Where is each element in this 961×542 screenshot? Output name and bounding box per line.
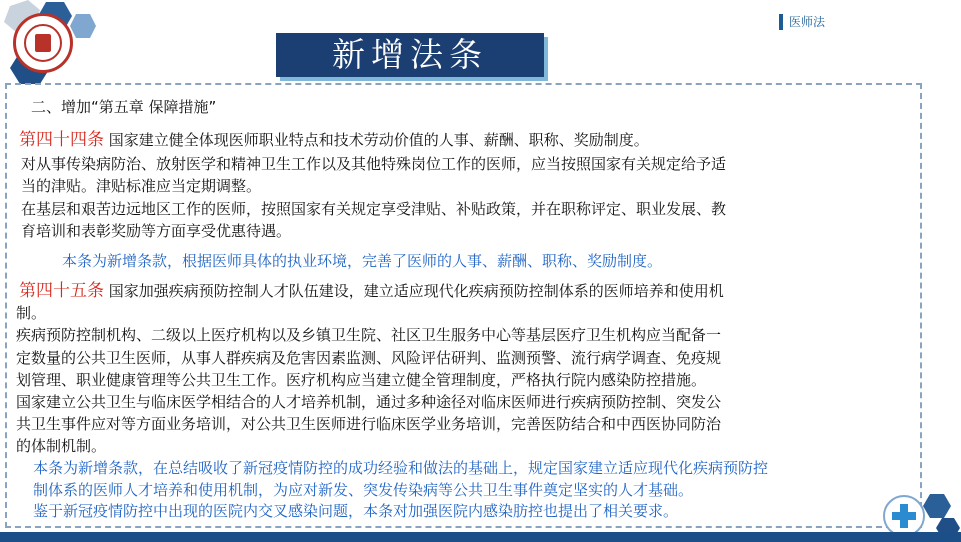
article45-para1-line2: 定数量的公共卫生医师，从事人群疾病及危害因素监测、风险评估研判、监测预警、流行病学调查、免疫规 — [16, 349, 722, 367]
page-title: 新增法条 — [276, 33, 544, 77]
seal-emblem — [24, 24, 62, 62]
university-seal-icon — [13, 13, 73, 73]
article45-lead — [19, 280, 724, 302]
article45-para1-line3: 划管理、职业健康管理等公共卫生工作。医疗机构应当建立健全管理制度，严格执行院内感染防控措施。 — [16, 371, 707, 389]
section-heading: 二、增加“第五章 保障措施” — [31, 98, 217, 116]
article45-note-line3: 鉴于新冠疫情防控中出现的医院内交叉感染问题，本条对加强医院内感染肪控也提出了相关要求。 — [33, 502, 679, 520]
top-tag: 医师法 — [779, 14, 825, 30]
article45-lead-line2: 制。 — [16, 304, 47, 322]
article44-note: 本条为新增条款，根据医师具体的执业环境，完善了医师的人事、薪酬、职称、奖励制度。 — [62, 252, 663, 270]
article45-para2-line1: 国家建立公共卫生与临床医学相结合的人才培养机制，通过多种途径对临床医师进行疾病预防控制、突发公 — [16, 393, 722, 411]
article45-note-line1: 本条为新增条款，在总结吸收了新冠疫情防控的成功经验和做法的基础上，规定国家建立适应现代化疾病预防控 — [33, 459, 769, 477]
article44-number: 第四十四条 — [19, 130, 104, 150]
article44-para2-line2: 育培训和表彰奖励等方面享受优惠待遇。 — [21, 222, 292, 240]
article44-para1-line2: 当的津贴。津贴标准应当定期调整。 — [21, 177, 262, 195]
article45-number: 第四十五条 — [19, 281, 104, 301]
article44-lead — [19, 129, 649, 151]
article45-para2-line2: 共卫生事件应对等方面业务培训，对公共卫生医师进行临床医学业务培训，完善医防结合和中西医协同防治 — [16, 415, 722, 433]
article45-lead-text: 国家加强疾病预防控制人才队伍建设，建立适应现代化疾病预防控制体系的医师培养和使用机 — [104, 282, 724, 300]
bottom-bar — [0, 532, 961, 542]
article44-lead-text: 国家建立健全体现医师职业特点和技术劳动价值的人事、薪酬、职称、奖励制度。 — [104, 131, 649, 149]
article44-para1-line1: 对从事传染病防治、放射医学和精神卫生工作以及其他特殊岗位工作的医师，应当按照国家有关规定给予适 — [21, 155, 727, 173]
article44-para2-line1: 在基层和艰苦边远地区工作的医师，按照国家有关规定享受津贴、补贴政策，并在职称评定、职业发展、教 — [21, 200, 727, 218]
article45-para1-line1: 疾病预防控制机构、二级以上医疗机构以及乡镇卫生院、社区卫生服务中心等基层医疗卫生机构应当配备一 — [16, 326, 722, 344]
article45-para2-line3: 的体制机制。 — [16, 437, 107, 455]
article45-note-line2: 制体系的医师人才培养和使用机制，为应对新发、突发传染病等公共卫生事件奠定坚实的人才基础。 — [33, 481, 694, 499]
